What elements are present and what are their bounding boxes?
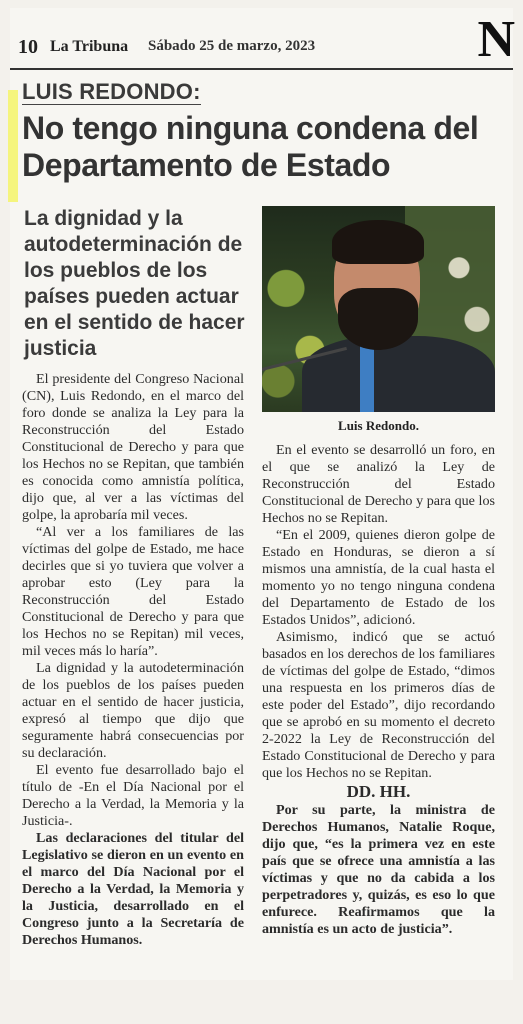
photo-tie [360, 346, 374, 412]
article-kicker: LUIS REDONDO: [22, 79, 201, 104]
section-subhead: DD. HH. [346, 782, 411, 801]
photo-suit [302, 336, 495, 412]
newspaper-name: La Tribuna [50, 38, 129, 55]
photo-hair [332, 220, 424, 264]
paragraph: Asimismo, indicó que se actuó basados en los derechos de los familiares de víctimas del golpe de Estado, “dimos una respuesta en los primeros días de este poder del Estado”, dijo recordando que se aprobó en su momento el decreto 2-2022 la Ley de Reconstrucción del Estado Constitucional de Derecho y para que los Hechos no se Repitan. [262, 629, 495, 781]
page-number: 10 [18, 36, 38, 58]
article-column-1 [22, 371, 244, 949]
article-column-2 [262, 442, 495, 938]
paragraph: El evento fue desarrollado bajo el título de -En el Día Nacional por el Derecho a la Verdad, la Memoria y la Justicia-. [22, 762, 244, 829]
speaker-photo [262, 206, 495, 412]
masthead [10, 11, 515, 70]
photo-caption: Luis Redondo. [338, 418, 419, 433]
section-title-fragment: N [477, 11, 515, 68]
article-deck: La dignidad y la autodeterminación de los pueblos de los países pueden actuar en el sentido de hacer justicia [24, 207, 245, 360]
article-headline: No tengo ninguna condena del Departamento de Estado [22, 110, 479, 183]
photo-beard [338, 288, 418, 350]
highlighter-mark [8, 90, 18, 202]
paragraph: La dignidad y la autodeterminación de los pueblos de los países pueden actuar en el sentido de hacer justicia, expresó al tiempo que dijo que seguramente habrá consecuencias por su declaración. [22, 660, 244, 761]
paragraph: En el evento se desarrolló un foro, en el que se analizó la Ley de Reconstrucción del Estado Constitucional de Derecho y para que los Hechos no se Repitan. [262, 442, 495, 526]
paragraph: Las declaraciones del titular del Legislativo se dieron en un evento en el marco del Día Nacional por el Derecho a la Verdad, la Memoria y la Justicia, desarrollado en el Congreso junto a la Secretaría de Derechos Humanos. [22, 830, 244, 948]
publication-date: Sábado 25 de marzo, 2023 [148, 38, 316, 54]
paragraph: El presidente del Congreso Nacional (CN), Luis Redondo, en el marco del foro donde se analiza la Ley para la Reconstrucción del Estado Constitucional de Derecho y para que los Hechos no se Repitan, que también es conocida como amnistía política, dijo que, al ver a las víctimas del golpe, la aprobaría mil veces. [22, 371, 244, 523]
paragraph: Por su parte, la ministra de Derechos Humanos, Natalie Roque, dijo que, “es la primera vez en este país que se ofrece una amnistía a las víctimas y que no da cabida a los perpetradores y, quizás, es eso lo que enfurece. Reafirmamos que la amnistía es un acto de justicia”. [262, 802, 495, 937]
paragraph: “Al ver a los familiares de las víctimas del golpe de Estado, me hace decirles que si yo tuviera que volver a aprobar esto (Ley para la Reconstrucción del Estado Constitucional de Derecho y para que los Hechos no se Repitan) mil veces, mil veces más lo haría”. [22, 524, 244, 659]
paragraph: “En el 2009, quienes dieron golpe de Estado en Honduras, se dieron a sí mismos una amnistía, de la cual hasta el momento yo no tengo ninguna condena del Departamento de Estado de los Estados Unidos”, adicionó. [262, 527, 495, 628]
